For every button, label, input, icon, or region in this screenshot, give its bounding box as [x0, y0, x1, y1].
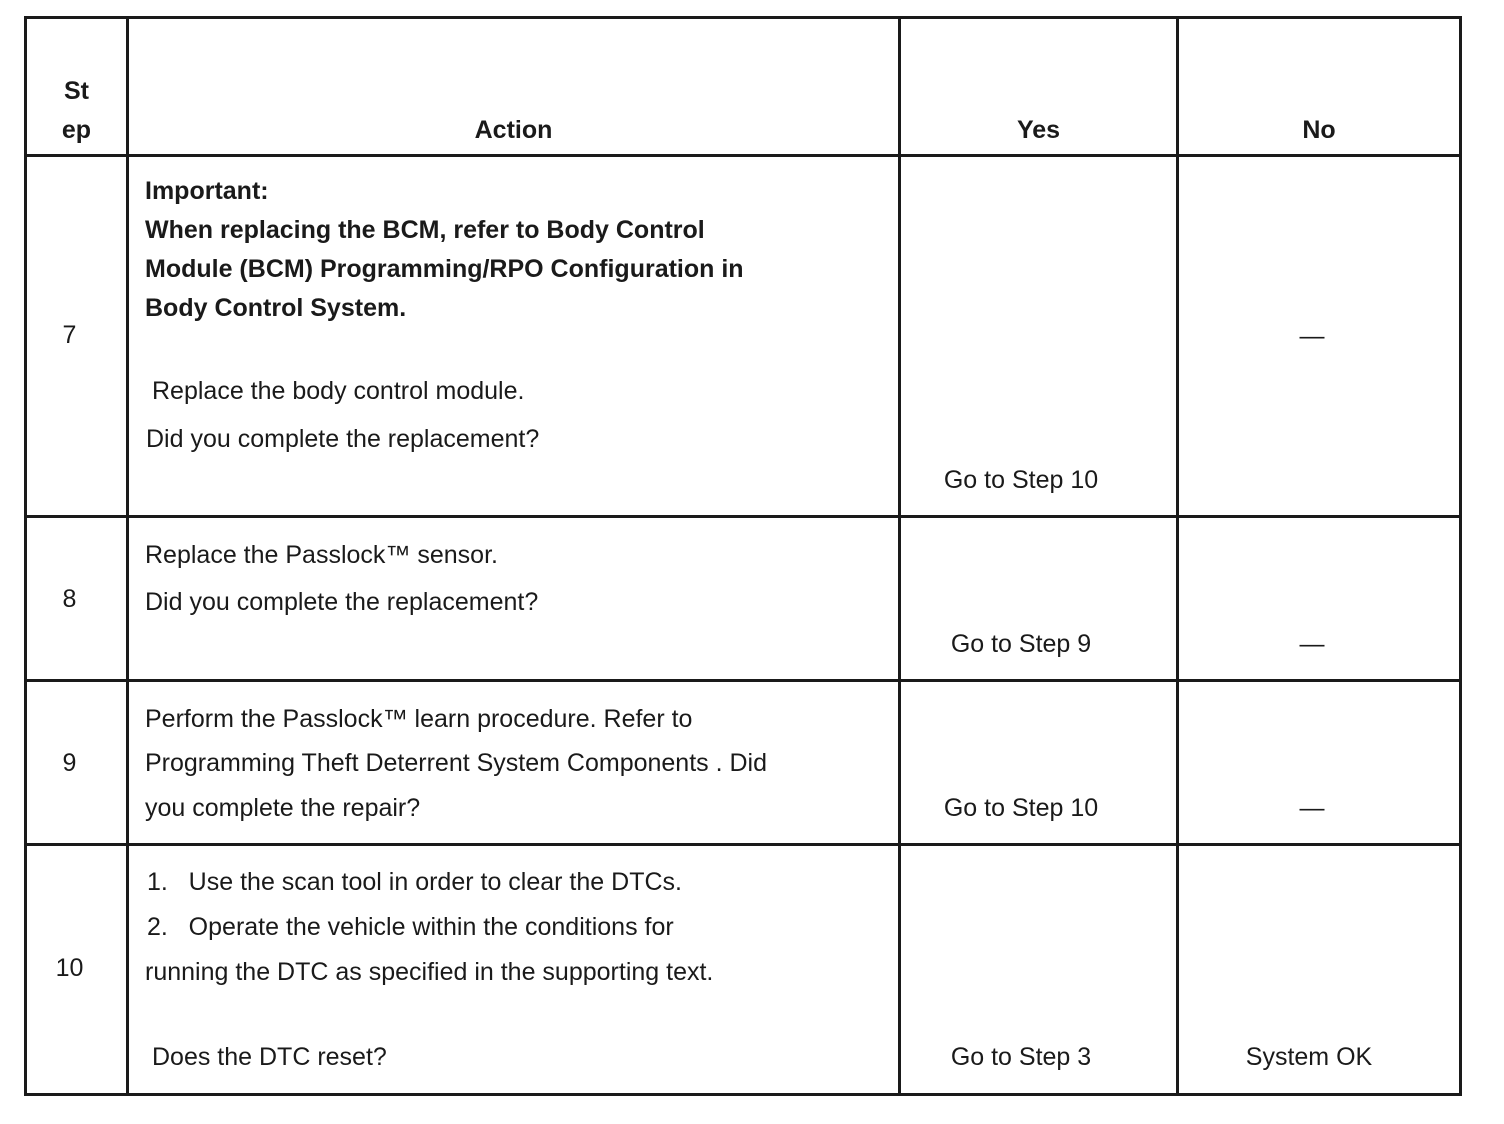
header-step-line-2: ep [61, 116, 92, 144]
action-line: Replace the body control module. [152, 377, 525, 405]
important-note-line: Module (BCM) Programming/RPO Configuration in [145, 255, 744, 283]
column-divider [1176, 16, 1179, 1096]
action-line: Programming Theft Deterrent System Components . Did [145, 749, 768, 777]
important-label: Important: [145, 177, 269, 205]
yes-result: Go to Step 3 [950, 1043, 1092, 1071]
action-line: running the DTC as specified in the supporting text. [145, 958, 714, 986]
header-yes: Yes [1016, 116, 1061, 144]
important-note-line: When replacing the BCM, refer to Body Control [145, 216, 705, 244]
header-step-line-1: St [64, 77, 89, 105]
yes-result: Go to Step 10 [943, 794, 1099, 822]
step-number: 10 [55, 954, 84, 982]
table-border-right [1459, 16, 1462, 1096]
important-note-line: Body Control System. [145, 294, 407, 322]
no-result: — [1299, 630, 1325, 658]
row-divider [24, 679, 1462, 682]
row-divider [24, 843, 1462, 846]
row-divider [24, 515, 1462, 518]
step-number: 8 [62, 585, 77, 613]
yes-result: Go to Step 10 [943, 466, 1099, 494]
table-border-left [24, 16, 27, 1096]
table-border-bottom [24, 1093, 1462, 1096]
header-action: Action [474, 116, 553, 144]
action-line: Replace the Passlock™ sensor. [145, 541, 498, 569]
action-line: 1. Use the scan tool in order to clear the DTCs. [147, 868, 682, 896]
step-number: 9 [62, 749, 77, 777]
no-result: System OK [1245, 1043, 1373, 1071]
column-divider [898, 16, 901, 1096]
action-line: Does the DTC reset? [152, 1043, 387, 1071]
header-divider [24, 154, 1462, 157]
header-no: No [1302, 116, 1336, 144]
action-line: Perform the Passlock™ learn procedure. Refer to [145, 705, 693, 733]
action-line: 2. Operate the vehicle within the conditions for [147, 913, 674, 941]
table-border-top [24, 16, 1462, 19]
no-result: — [1299, 794, 1325, 822]
no-result: — [1299, 322, 1325, 350]
action-line: Did you complete the replacement? [146, 425, 540, 453]
action-line: Did you complete the replacement? [145, 588, 539, 616]
column-divider [126, 16, 129, 1096]
action-line: you complete the repair? [145, 794, 421, 822]
step-number: 7 [62, 321, 77, 349]
yes-result: Go to Step 9 [950, 630, 1092, 658]
